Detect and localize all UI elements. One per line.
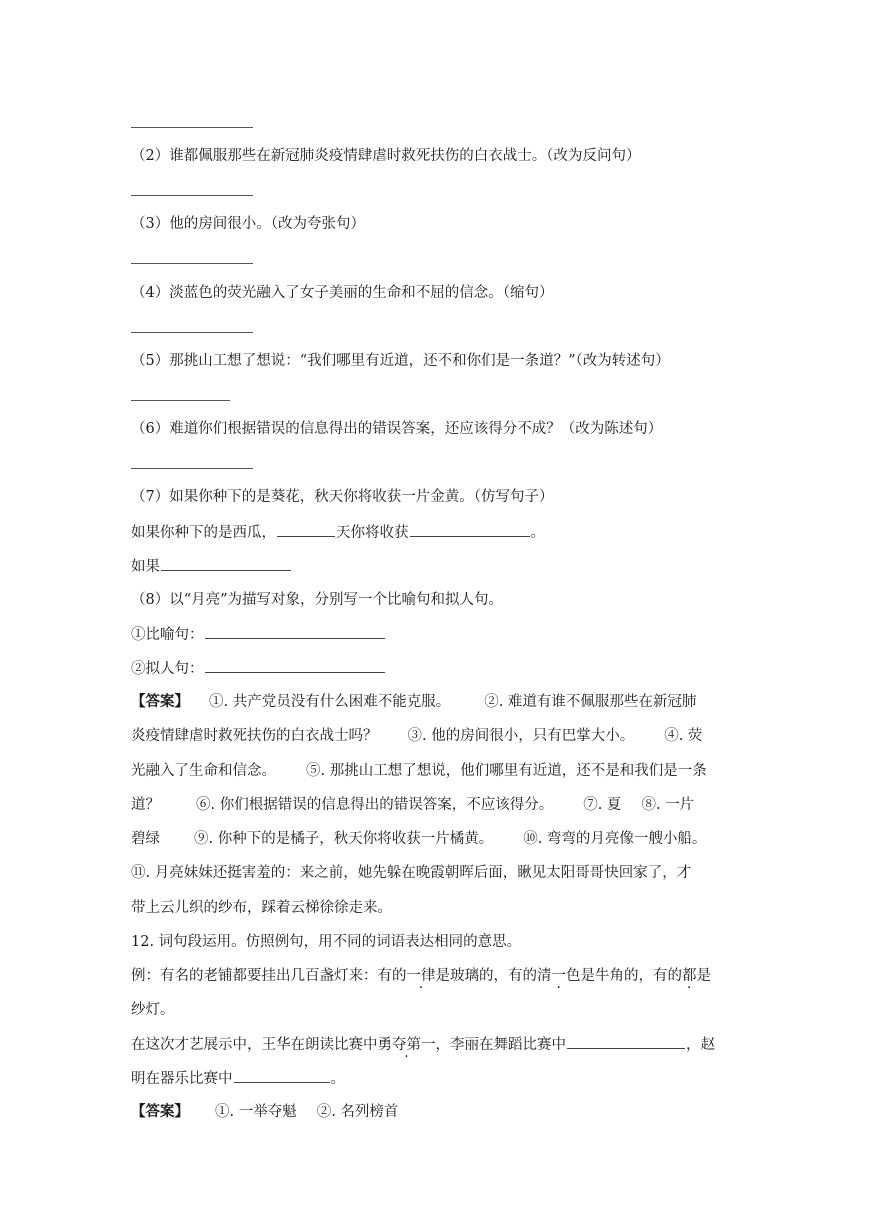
question-12-fill-1	[131, 1034, 715, 1055]
answer-2	[131, 1102, 398, 1122]
text: 是	[696, 968, 711, 984]
text: ②. 名列榜首	[316, 1104, 399, 1120]
fill-blank	[277, 522, 335, 537]
answer-1-line-7: 带上云儿织的纱布，踩着云梯徐徐走来。	[131, 900, 392, 916]
fill-blank	[205, 658, 385, 673]
text: 是牛角的，有的	[580, 968, 682, 984]
question-8: （8）以“月亮”为描写对象，分别写一个比喻句和拟人句。	[131, 592, 504, 608]
example-line-2: 纱灯。	[131, 1002, 175, 1018]
answer-blank-line	[131, 263, 253, 264]
answer-blank-line	[131, 468, 253, 469]
question-8-simile	[131, 624, 386, 645]
text: ，赵	[686, 1037, 715, 1053]
dotted-word: 一律	[406, 968, 436, 984]
fill-blank	[410, 522, 530, 537]
text: ④. 荧	[664, 728, 703, 744]
text: ，李丽在舞蹈比赛中	[435, 1037, 566, 1053]
dotted-word: 勇夺第一	[377, 1037, 436, 1053]
fill-blank	[567, 1034, 685, 1049]
text: ⑨. 你种下的是橘子，秋天你将收获一片橘黄。	[194, 831, 494, 847]
question-6: （6）难道你们根据错误的信息得出的错误答案，还应该得分不成？（改为陈述句）	[131, 421, 663, 437]
answer-blank-line	[131, 400, 230, 401]
text: 。	[530, 525, 545, 541]
answer-1-line-1	[131, 692, 696, 712]
text: ⑩. 弯弯的月亮像一艘小船。	[523, 831, 707, 847]
text: ①比喻句：	[131, 627, 204, 643]
dotted-word: 清一色	[537, 968, 581, 984]
text: ③. 他的房间很小，只有巴掌大小。	[407, 728, 635, 744]
question-3: （3）他的房间很小。（改为夸张句）	[131, 216, 365, 232]
question-12: 12. 词句段运用。仿照例句，用不同的词语表达相同的意思。	[131, 934, 522, 950]
answer-blank-line	[131, 195, 253, 196]
dotted-word: 都	[682, 968, 697, 984]
text: 炎疫情肆虐时救死扶伤的白衣战士吗？	[131, 728, 378, 744]
text: 是玻璃的，有的	[435, 968, 537, 984]
text: ⑧. 一片	[641, 797, 695, 813]
text: ②. 难道有谁不佩服那些在新冠肺	[484, 694, 697, 710]
text: ⑤. 那挑山工想了想说，他们哪里有近道，还不是和我们是一条	[306, 763, 707, 779]
question-2: （2）谁都佩服那些在新冠肺炎疫情肆虐时救死扶伤的白衣战士。（改为反问句）	[131, 148, 641, 164]
example-line-1	[131, 966, 711, 986]
text: 在这次才艺展示中，王华在朗读比赛中	[131, 1037, 378, 1053]
text: 光融入了生命和信念。	[131, 763, 276, 779]
question-7: （7）如果你种下的是葵花，秋天你将收获一片金黄。（仿写句子）	[131, 489, 554, 505]
text: ⑦. 夏	[583, 797, 622, 813]
text: 天你将收获	[336, 525, 409, 541]
question-12-fill-2	[131, 1068, 345, 1089]
text: 道？	[131, 797, 160, 813]
answer-label: 【答案】	[131, 1103, 189, 1120]
answer-1-line-5	[131, 829, 706, 849]
text: ②拟人句：	[131, 661, 204, 677]
text: ①. 共产党员没有什么困难不能克服。	[209, 694, 451, 710]
question-4: （4）淡蓝色的荧光融入了女子美丽的生命和不屈的信念。（缩句）	[131, 285, 554, 301]
question-5: （5）那挑山工想了想说：“我们哪里有近道，还不和你们是一条道？”（改为转述句）	[131, 353, 670, 369]
text: 。	[330, 1071, 345, 1087]
question-8-personification	[131, 658, 386, 679]
question-7-fill-1	[131, 522, 545, 543]
text: 明在器乐比赛中	[131, 1071, 233, 1087]
answer-1-line-4	[131, 795, 694, 815]
answer-1-line-2	[131, 726, 702, 746]
answer-label: 【答案】	[131, 693, 189, 710]
text: ①. 一举夺魁	[215, 1104, 297, 1120]
answer-blank-line	[131, 332, 253, 333]
fill-blank	[205, 624, 385, 639]
text: 例：有名的老铺都要挂出几百盏灯来：有的	[131, 968, 407, 984]
text: 碧绿	[131, 831, 160, 847]
text: 如果你种下的是西瓜，	[131, 525, 276, 541]
fill-blank	[161, 556, 291, 571]
text: 如果	[131, 559, 160, 575]
answer-1-line-6: ⑪. 月亮妹妹还挺害羞的：来之前，她先躲在晚霞朝晖后面，瞅见太阳哥哥快回家了，才	[131, 865, 692, 881]
answer-blank-line	[131, 127, 253, 128]
question-7-fill-2	[131, 556, 292, 577]
text: ⑥. 你们根据错误的信息得出的错误答案，不应该得分。	[196, 797, 554, 813]
fill-blank	[234, 1068, 330, 1083]
answer-1-line-3	[131, 761, 707, 781]
